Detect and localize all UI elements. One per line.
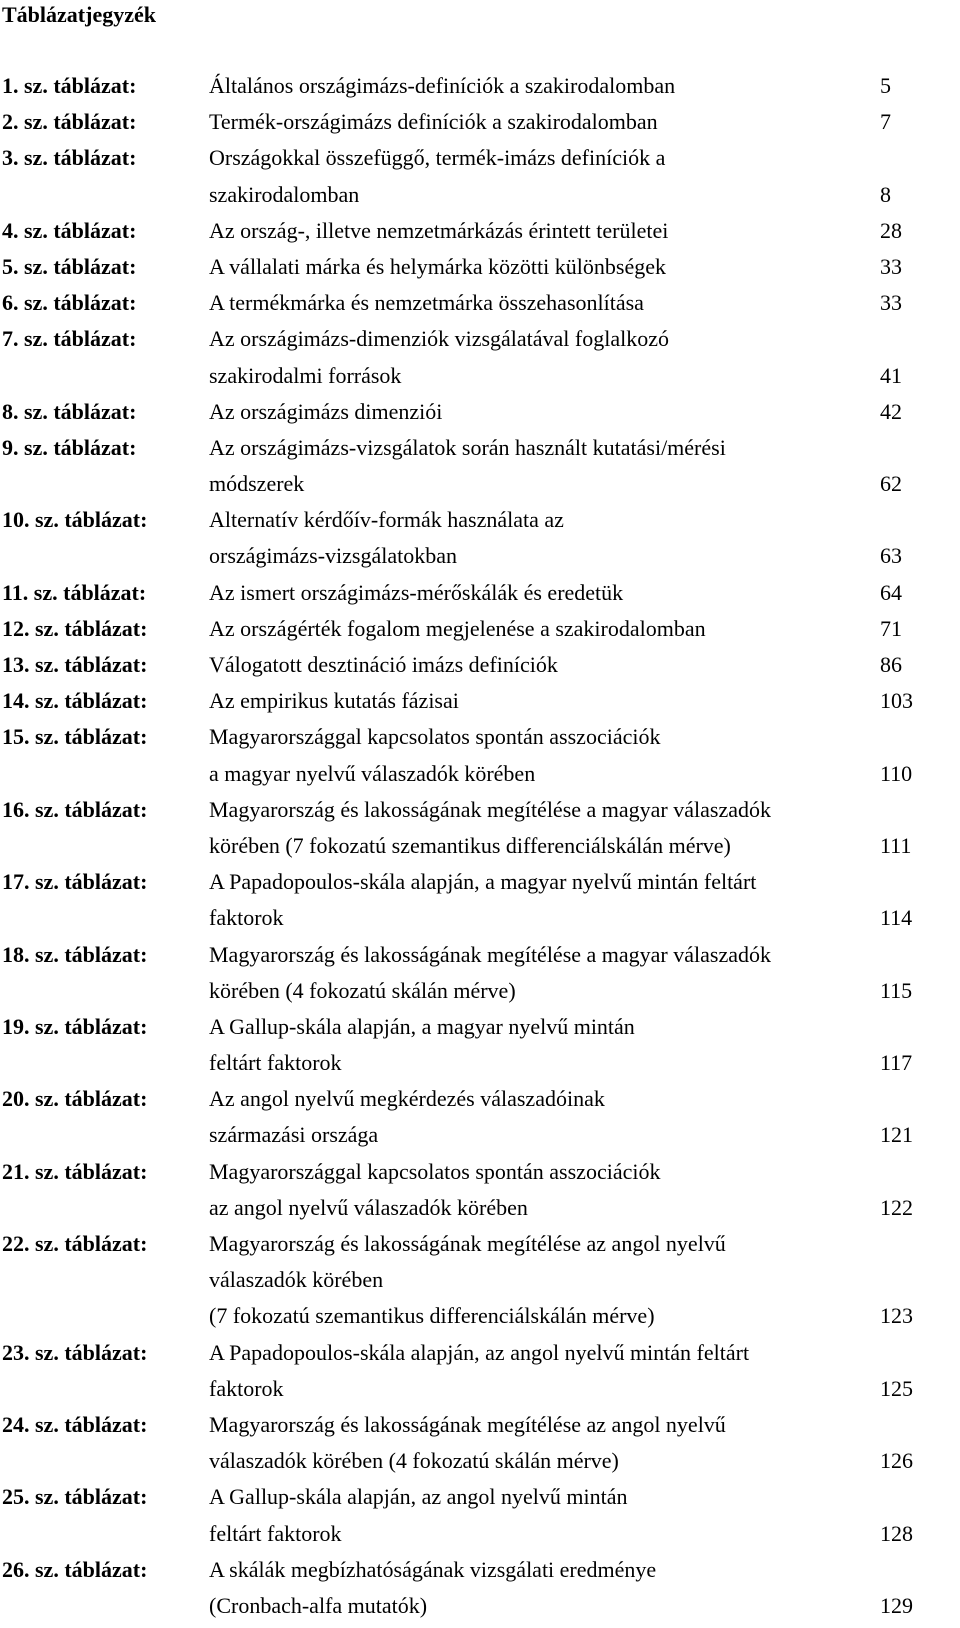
entry-line: [0, 430, 960, 466]
entry-line: [0, 140, 960, 176]
entry-line: [0, 1407, 960, 1443]
entry-page-number: 33: [880, 290, 902, 316]
entry-label: 19. sz. táblázat:: [2, 1013, 148, 1039]
entry-label: 13. sz. táblázat:: [2, 652, 148, 677]
entry-label: 5. sz. táblázat:: [2, 253, 137, 279]
entry-label: 25. sz. táblázat:: [2, 1484, 148, 1510]
table-entry: [0, 792, 960, 864]
entry-page-number: 111: [880, 832, 912, 858]
table-entry: [0, 285, 960, 321]
entry-line: [0, 1479, 960, 1515]
entry-label: 9. sz. táblázat:: [2, 434, 137, 460]
entry-title: Az empirikus kutatás fázisai: [209, 688, 459, 714]
entry-title: Általános országimázs-definíciók a szakirodalomban: [209, 73, 676, 98]
entry-page-number: 103: [880, 688, 913, 714]
entry-title: származási országa: [209, 1122, 379, 1148]
entry-label: 15. sz. táblázat:: [2, 724, 148, 750]
entry-page-number: 125: [880, 1375, 913, 1401]
entry-title: Magyarország és lakosságának megítélése az angol nyelvű: [209, 1231, 726, 1256]
table-entry: [0, 213, 960, 249]
entry-line: [0, 1190, 960, 1226]
entry-label: 16. sz. táblázat:: [2, 796, 148, 822]
table-entry: [0, 502, 960, 574]
entry-title: faktorok: [209, 905, 284, 931]
entry-label: 7. sz. táblázat:: [2, 326, 137, 352]
entry-page-number: 110: [880, 760, 913, 786]
entry-title: A Papadopoulos-skála alapján, a magyar nyelvű mintán feltárt: [209, 869, 757, 895]
entry-line: [0, 900, 960, 936]
entry-line: [0, 1226, 960, 1262]
entry-title: Az országimázs dimenziói: [209, 398, 443, 424]
entry-page-number: 42: [880, 398, 902, 424]
entry-line: [0, 358, 960, 394]
entry-title: A vállalati márka és helymárka közötti különbségek: [209, 253, 666, 279]
entry-title: Magyarországgal kapcsolatos spontán asszociációk: [209, 1158, 661, 1184]
entry-label: 18. sz. táblázat:: [2, 941, 148, 967]
table-entry: [0, 68, 960, 104]
entry-title: (7 fokozatú szemantikus differenciálskálán mérve): [209, 1303, 655, 1329]
table-entry: [0, 249, 960, 285]
entry-label: 2. sz. táblázat:: [2, 109, 137, 135]
entry-line: [0, 68, 960, 104]
entry-title: Az országimázs-dimenziók vizsgálatával foglalkozó: [209, 326, 669, 352]
entry-line: [0, 1009, 960, 1045]
entry-line: [0, 1081, 960, 1117]
entry-line: [0, 466, 960, 502]
table-entry: [0, 611, 960, 647]
entry-title: az angol nyelvű válaszadók körében: [209, 1194, 528, 1220]
entry-title: A Gallup-skála alapján, a magyar nyelvű mintán: [209, 1013, 635, 1039]
entry-line: [0, 1045, 960, 1081]
entry-title: A termékmárka és nemzetmárka összehasonlítása: [209, 290, 644, 316]
entry-title: feltárt faktorok: [209, 1050, 342, 1076]
entry-title: körében (7 fokozatú szemantikus differenciálskálán mérve): [209, 832, 731, 858]
entry-label: 24. sz. táblázat:: [2, 1411, 148, 1437]
entry-title: a magyar nyelvű válaszadók körében: [209, 760, 536, 786]
entry-title: A skálák megbízhatóságának vizsgálati eredménye: [209, 1556, 657, 1582]
table-entry: [0, 104, 960, 140]
entry-title: módszerek: [209, 471, 305, 497]
entry-label: 1. sz. táblázat:: [2, 73, 137, 98]
entry-title: A Papadopoulos-skála alapján, az angol nyelvű mintán feltárt: [209, 1339, 750, 1365]
entry-line: [0, 611, 960, 647]
entry-line: [0, 937, 960, 973]
entry-line: [0, 285, 960, 321]
entry-label: 22. sz. táblázat:: [2, 1231, 148, 1256]
entry-title: országimázs-vizsgálatokban: [209, 543, 458, 569]
entry-page-number: 8: [880, 181, 891, 207]
entry-title: Országokkal összefüggő, termék-imázs definíciók a: [209, 145, 666, 171]
entry-title: Az országérték fogalom megjelenése a szakirodalomban: [209, 615, 706, 641]
entry-page-number: 71: [880, 615, 902, 641]
table-entry: [0, 140, 960, 212]
entry-title: Magyarország és lakosságának megítélése az angol nyelvű: [209, 1411, 726, 1437]
entry-line: [0, 1154, 960, 1190]
entry-line: [0, 394, 960, 430]
entry-label: 4. sz. táblázat:: [2, 217, 137, 243]
entry-title: válaszadók körében (4 fokozatú skálán mérve): [209, 1448, 619, 1474]
entry-line: [0, 1588, 960, 1624]
entry-page-number: 41: [880, 362, 902, 388]
entry-line: [0, 1443, 960, 1479]
entry-line: [0, 1117, 960, 1153]
entry-label: 20. sz. táblázat:: [2, 1086, 148, 1112]
entry-page-number: 128: [880, 1520, 913, 1546]
entry-page-number: 7: [880, 109, 891, 135]
entry-page-number: 117: [880, 1050, 913, 1076]
entry-page-number: 122: [880, 1194, 913, 1220]
table-entry: [0, 647, 960, 683]
entry-line: [0, 104, 960, 140]
entry-line: [0, 973, 960, 1009]
entry-line: [0, 1516, 960, 1552]
table-entry: [0, 430, 960, 502]
entry-page-number: 33: [880, 253, 902, 279]
entry-page-number: 115: [880, 977, 913, 1003]
entry-label: 8. sz. táblázat:: [2, 398, 137, 424]
entry-title: A Gallup-skála alapján, az angol nyelvű mintán: [209, 1484, 628, 1510]
entry-title: Magyarország és lakosságának megítélése a magyar válaszadók: [209, 796, 771, 822]
entry-label: 10. sz. táblázat:: [2, 507, 148, 533]
table-entry: [0, 1226, 960, 1335]
entry-label: 14. sz. táblázat:: [2, 688, 148, 714]
entry-page-number: 121: [880, 1122, 913, 1148]
entry-line: [0, 756, 960, 792]
entry-title: Az országimázs-vizsgálatok során használt kutatási/mérési: [209, 434, 726, 460]
table-entry: [0, 1009, 960, 1081]
entry-label: 11. sz. táblázat:: [2, 579, 147, 605]
entry-label: 3. sz. táblázat:: [2, 145, 137, 171]
entry-title: Magyarországgal kapcsolatos spontán asszociációk: [209, 724, 661, 750]
entry-title: (Cronbach-alfa mutatók): [209, 1592, 428, 1618]
entry-line: [0, 864, 960, 900]
entry-title: szakirodalomban: [209, 181, 360, 207]
table-entry: [0, 1552, 960, 1624]
entry-line: [0, 1552, 960, 1588]
entry-line: [0, 792, 960, 828]
entry-title: szakirodalmi források: [209, 362, 402, 388]
entry-title: Az ország-, illetve nemzetmárkázás érintett területei: [209, 217, 669, 243]
table-entry: [0, 1154, 960, 1226]
entry-title: válaszadók körében: [209, 1267, 384, 1293]
table-list: [0, 68, 960, 1624]
entry-line: [0, 177, 960, 213]
table-entry: [0, 864, 960, 936]
entry-page-number: 123: [880, 1303, 913, 1329]
entry-title: feltárt faktorok: [209, 1520, 342, 1546]
entry-page-number: 5: [880, 73, 891, 98]
entry-label: 26. sz. táblázat:: [2, 1556, 148, 1582]
entry-label: 12. sz. táblázat:: [2, 615, 148, 641]
entry-line: [0, 321, 960, 357]
entry-title: Az angol nyelvű megkérdezés válaszadóinak: [209, 1086, 605, 1112]
entry-line: [0, 719, 960, 755]
entry-title: Válogatott desztináció imázs definíciók: [209, 652, 558, 677]
entry-line: [0, 249, 960, 285]
entry-line: [0, 502, 960, 538]
table-entry: [0, 575, 960, 611]
entry-label: 6. sz. táblázat:: [2, 290, 137, 316]
table-entry: [0, 321, 960, 393]
table-entry: [0, 1479, 960, 1551]
page-title: Táblázatjegyzék: [2, 2, 156, 27]
entry-label: 23. sz. táblázat:: [2, 1339, 148, 1365]
entry-title: Termék-országimázs definíciók a szakirodalomban: [209, 109, 658, 135]
table-entry: [0, 1407, 960, 1479]
entry-line: [0, 1262, 960, 1298]
entry-title: Alternatív kérdőív-formák használata az: [209, 507, 564, 533]
entry-title: Magyarország és lakosságának megítélése a magyar válaszadók: [209, 941, 771, 967]
entry-title: Az ismert országimázs-mérőskálák és eredetük: [209, 579, 624, 605]
entry-page-number: 86: [880, 652, 902, 677]
entry-line: [0, 1335, 960, 1371]
entry-page-number: 114: [880, 905, 913, 931]
entry-line: [0, 575, 960, 611]
table-entry: [0, 937, 960, 1009]
table-entry: [0, 1081, 960, 1153]
entry-line: [0, 213, 960, 249]
entry-label: 17. sz. táblázat:: [2, 869, 148, 895]
table-entry: [0, 1335, 960, 1407]
entry-page-number: 63: [880, 543, 902, 569]
entry-line: [0, 647, 960, 683]
entry-line: [0, 828, 960, 864]
entry-line: [0, 1371, 960, 1407]
entry-page-number: 129: [880, 1592, 913, 1618]
entry-title: körében (4 fokozatú skálán mérve): [209, 977, 516, 1003]
table-entry: [0, 719, 960, 791]
entry-label: 21. sz. táblázat:: [2, 1158, 148, 1184]
entry-page-number: 62: [880, 471, 902, 497]
table-entry: [0, 394, 960, 430]
entry-page-number: 126: [880, 1448, 913, 1474]
entry-page-number: 28: [880, 217, 902, 243]
entry-title: faktorok: [209, 1375, 284, 1401]
entry-line: [0, 683, 960, 719]
entry-line: [0, 538, 960, 574]
entry-line: [0, 1298, 960, 1334]
entry-page-number: 64: [880, 579, 902, 605]
table-entry: [0, 683, 960, 719]
